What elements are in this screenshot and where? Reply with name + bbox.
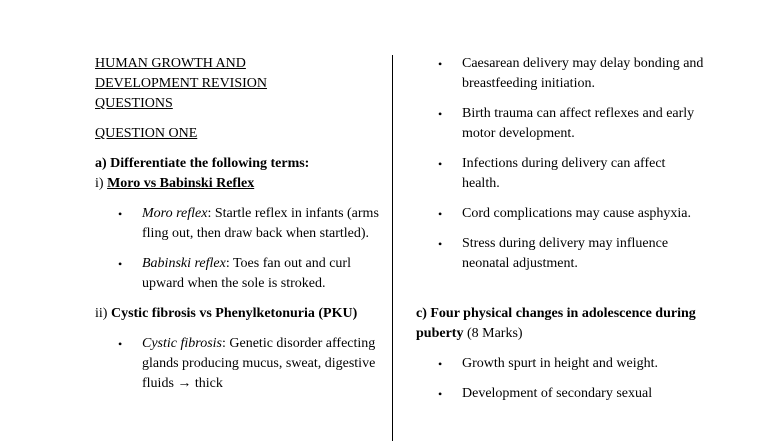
bullet-icon: • <box>438 57 443 71</box>
column-divider <box>392 55 393 441</box>
bullet-icon: • <box>438 157 443 171</box>
reflex-list <box>95 204 380 294</box>
item-ii-term: Cystic fibrosis vs Phenylketonuria (PKU) <box>110 306 358 321</box>
list-item: • Stress during delivery may influence neonatal adjustment. <box>438 236 669 271</box>
list-item: • Infections during delivery can affect health. <box>438 156 666 191</box>
item-ii-heading: ii) Cystic fibrosis vs Phenylketonuria (PKU) <box>95 306 358 321</box>
right-column <box>416 54 706 404</box>
puberty-list <box>416 354 706 404</box>
moro-term: Moro reflex <box>142 206 208 221</box>
cf-term: Cystic fibrosis <box>142 336 222 351</box>
bullet-icon: • <box>438 387 443 401</box>
list-item: • Growth spurt in height and weight. <box>416 354 706 374</box>
list-item: • Development of secondary sexual <box>416 384 706 404</box>
bullet-icon: • <box>438 107 443 121</box>
doc-title-line1: HUMAN GROWTH AND <box>95 56 246 71</box>
bullet-icon: • <box>118 207 123 221</box>
bullet-icon: • <box>118 257 123 271</box>
list-item: • Cord complications may cause asphyxia. <box>416 204 706 224</box>
list-item: • Babinski reflex: Toes fan out and curl upward when the sole is stroked. <box>118 256 351 291</box>
bullet-icon: • <box>438 207 443 221</box>
list-item: • Birth trauma can affect reflexes and early motor development. <box>438 106 695 141</box>
doc-title-line2: DEVELOPMENT REVISION <box>95 76 268 91</box>
bullet-icon: • <box>438 357 443 371</box>
left-column <box>95 54 380 394</box>
bullet-icon: • <box>438 237 443 251</box>
list-item: • Moro reflex: Startle reflex in infants (arms fling out, then draw back when startled). <box>118 206 379 241</box>
babinski-term: Babinski reflex <box>142 256 226 271</box>
bullet-icon: • <box>118 337 123 351</box>
part-a-heading: a) Differentiate the following terms: <box>95 156 310 171</box>
list-item: • Cystic fibrosis: Genetic disorder affecting glands producing mucus, sweat, digestive fluids → thick <box>118 336 376 391</box>
part-c-heading: c) Four physical changes in adolescence during puberty (8 Marks) <box>416 306 696 341</box>
doc-title-line3: QUESTIONS <box>95 96 173 111</box>
item-i-heading: i) Moro vs Babinski Reflex <box>95 176 255 191</box>
question-heading: QUESTION ONE <box>95 126 198 141</box>
delivery-effects-list <box>416 54 706 274</box>
genetic-list <box>95 334 380 394</box>
list-item: • Caesarean delivery may delay bonding and breastfeeding initiation. <box>438 56 704 91</box>
item-i-term: Moro vs Babinski Reflex <box>107 176 255 191</box>
